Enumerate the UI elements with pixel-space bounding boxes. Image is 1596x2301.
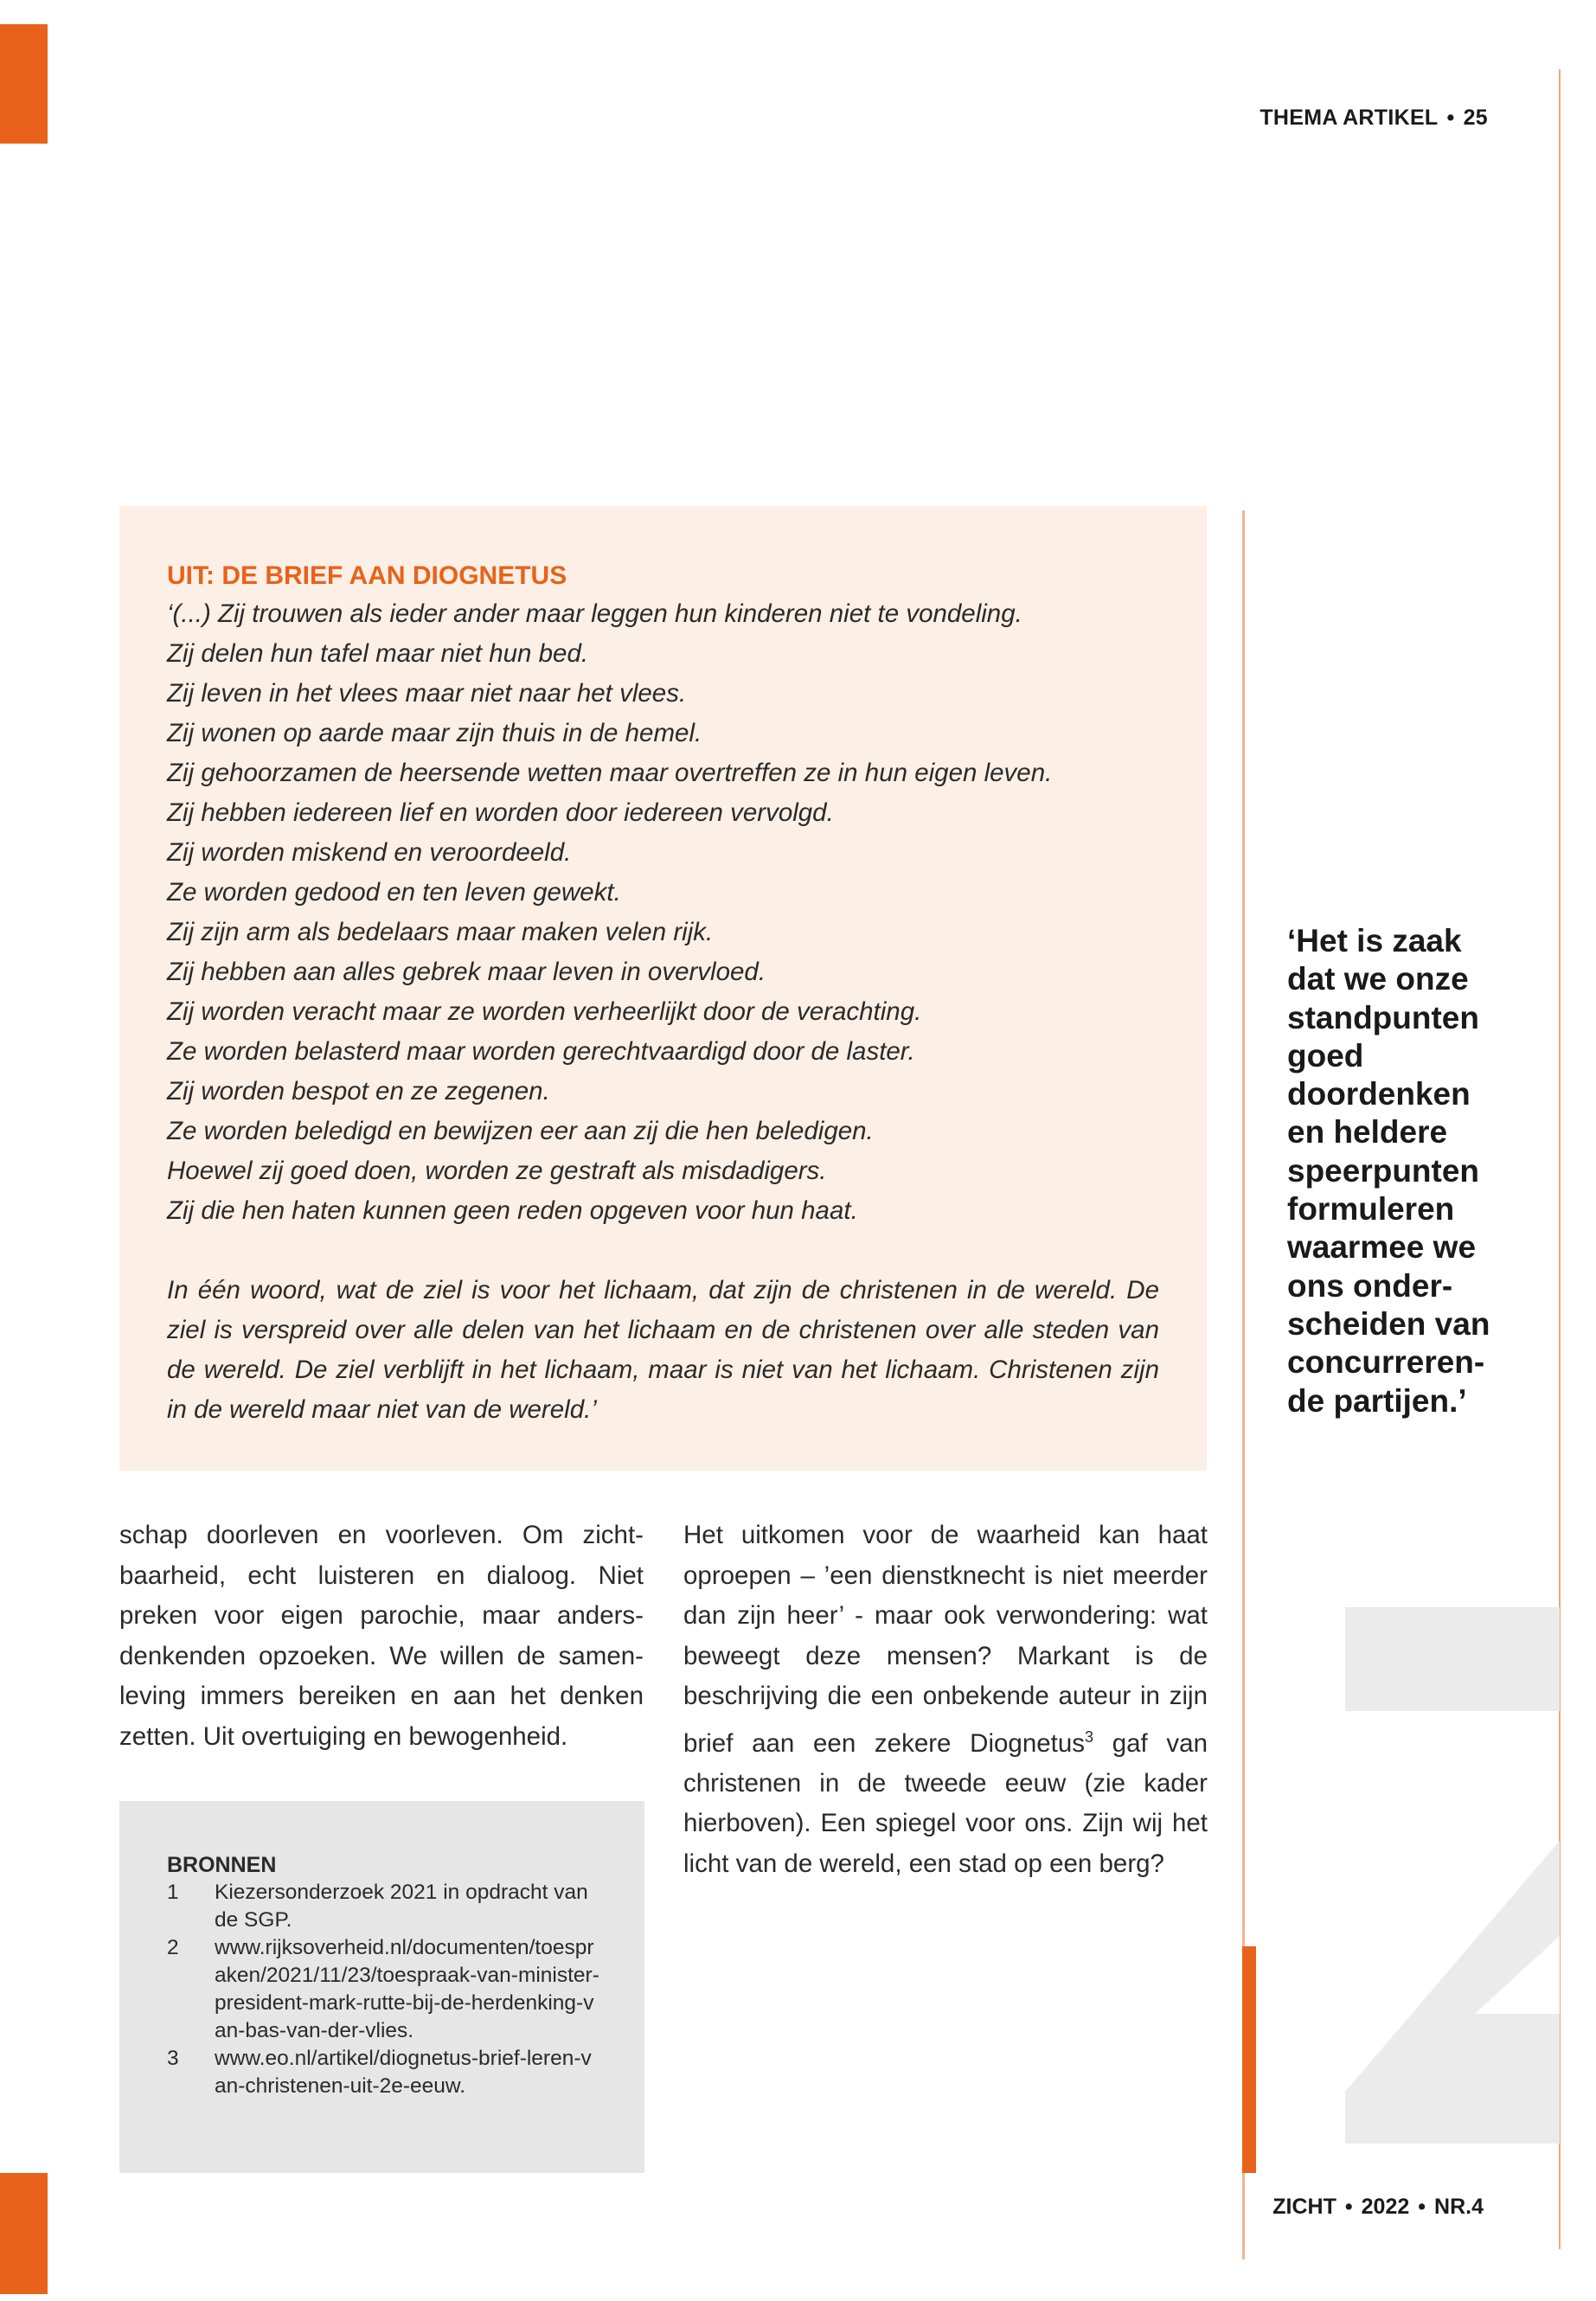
footer-separator: •	[1418, 2195, 1426, 2219]
quote-line: Zij hebben aan alles gebrek maar leven in overvloed.	[167, 958, 766, 986]
magazine-issue: NR.4	[1434, 2195, 1484, 2219]
quote-line: Zij gehoorzamen de heersende wetten maar overtreffen ze in hun eigen leven.	[167, 759, 1053, 787]
page-header	[1259, 106, 1488, 131]
quote-line: Zij wonen op aarde maar zijn thuis in de hemel.	[167, 719, 702, 747]
source-item	[167, 2045, 601, 2100]
source-text: Kiezersonderzoek 2021 in opdracht van de SGP.	[215, 1881, 588, 1932]
page-footer	[1272, 2195, 1484, 2220]
magazine-year: 2022	[1361, 2195, 1410, 2219]
page-number: 25	[1463, 106, 1488, 130]
body-right-text: Het uitkomen voor de waarheid kan haat oproepen – ’een dienstknecht is niet meerder dan zijn heer’ - maar ook verwondering: wat beweegt deze mensen? Markant is de beschrijving die een onbekende auteur in zijn brief aan een zekere Diognetus	[683, 1521, 1208, 1758]
quote-line: Zij leven in het vlees maar niet naar het vlees.	[167, 679, 687, 708]
footer-separator: •	[1344, 2195, 1353, 2219]
source-number: 1	[167, 1881, 179, 1904]
z-logo-graphic	[1345, 1607, 1560, 2144]
sources-box	[119, 1801, 644, 2173]
sources-title: BRONNEN	[167, 1853, 277, 1877]
section-label: THEMA ARTIKEL	[1259, 106, 1439, 130]
footnote-ref-3[interactable]: 3	[1085, 1727, 1094, 1746]
quote-line: Zij die hen haten kunnen geen reden opgeven voor hun haat.	[167, 1196, 858, 1225]
quote-line: Zij hebben iedereen lief en worden door iedereen vervolgd.	[167, 798, 834, 827]
quote-line: Zij delen hun tafel maar niet hun bed.	[167, 639, 589, 668]
quote-line: Ze worden gedood en ten leven gewekt.	[167, 878, 621, 907]
header-separator: •	[1446, 106, 1455, 130]
quote-box	[119, 506, 1207, 1471]
magazine-name: ZICHT	[1272, 2195, 1336, 2219]
body-right-text-continued: gaf van christenen in de tweede eeuw (zie kader hierboven). Een spiegel voor ons. Zijn wij het licht van de wereld, een stad op een berg?	[683, 1728, 1208, 1878]
quote-line: Hoewel zij goed doen, worden ze gestraft als misdadigers.	[167, 1157, 827, 1185]
source-text: www.rijksoverheid.nl/documenten/toespraken/2021/11/23/toespraak-van-minister-president-mark-rutte-bij-de-herdenking-van-bas-van-der-vlies.	[215, 1936, 599, 2042]
quote-closing-paragraph: In één woord, wat de ziel is voor het lichaam, dat zijn de christenen in de wereld. De ziel is verspreid over alle delen van het lichaam en de christenen over alle steden van de wereld. De ziel verblijft in het lichaam, maar is niet van het lichaam. Christenen zijn in de wereld maar niet van de wereld.’	[167, 1276, 1159, 1424]
source-item	[167, 1879, 601, 1934]
quote-line: Zij worden miskend en veroordeeld.	[167, 838, 572, 867]
bottom-accent-tab	[0, 2173, 48, 2294]
quote-line: Zij zijn arm als bedelaars maar maken velen rijk.	[167, 918, 714, 946]
quote-box-title: UIT: DE BRIEF AAN DIOGNETUS	[167, 561, 567, 590]
source-text: www.eo.nl/artikel/diognetus-brief-leren-van-christenen-uit-2e-eeuw.	[215, 2047, 592, 2098]
top-accent-tab	[0, 24, 48, 144]
source-number: 3	[167, 2047, 179, 2070]
body-column-left: schap doorleven en voorleven. Om zichtbaarheid, echt luisteren en dialoog. Niet preken voor eigen parochie, maar andersdenkenden opzoeken. We willen de samenleving immers bereiken en aan het denken zetten. Uit overtuiging en bewogenheid.	[119, 1521, 644, 1751]
source-number: 2	[167, 1936, 179, 1959]
quote-lines	[167, 594, 1159, 1231]
pull-quote: ‘Het is zaak dat we onze standpunten goed doordenken en heldere speerpunten formuleren waarmee we ons onderscheiden van concurrerende partijen.’	[1287, 923, 1490, 1419]
source-item	[167, 1934, 601, 2045]
quote-line: ‘(...) Zij trouwen als ieder ander maar leggen hun kinderen niet te vondeling.	[167, 599, 1022, 628]
quote-line: Ze worden belasterd maar worden gerechtvaardigd door de laster.	[167, 1037, 915, 1066]
sidebar-rule-accent	[1242, 1946, 1256, 2173]
quote-line: Zij worden veracht maar ze worden verheerlijkt door de verachting.	[167, 997, 922, 1026]
body-column-right	[683, 1516, 1208, 1884]
quote-line: Zij worden bespot en ze zegenen.	[167, 1077, 550, 1106]
quote-line: Ze worden beledigd en bewijzen eer aan zij die hen beledigen.	[167, 1117, 874, 1145]
sources-list	[167, 1879, 601, 2100]
